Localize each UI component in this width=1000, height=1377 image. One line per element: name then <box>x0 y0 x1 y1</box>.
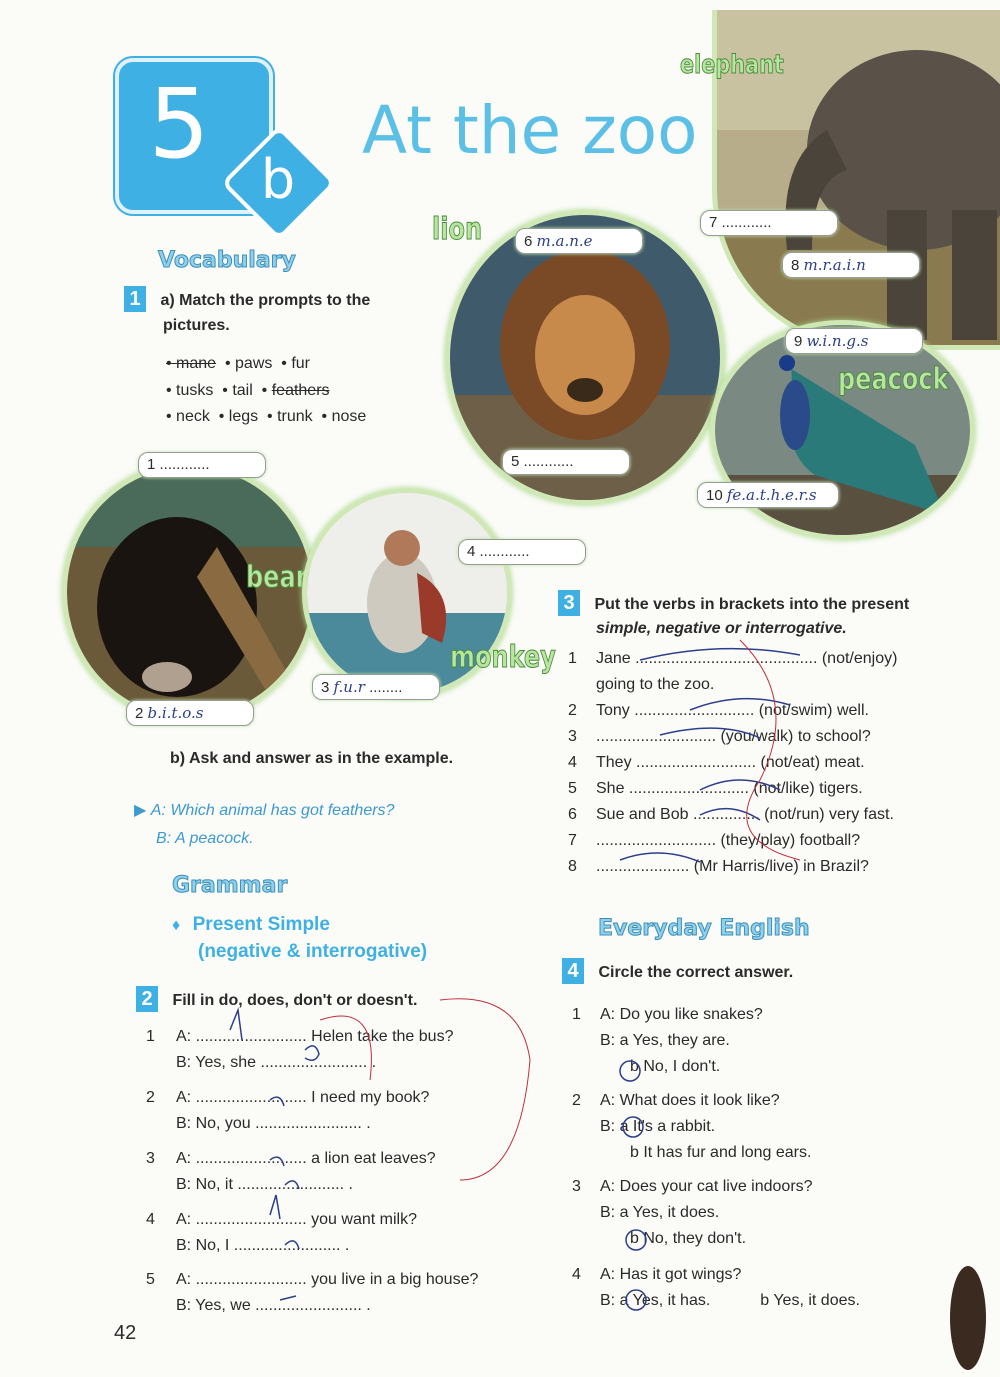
exercise-1-instruction-cont: pictures. <box>163 317 230 334</box>
exercise-2-number: 2 <box>136 986 158 1012</box>
ex4-question-4: 4 A: Has it got wings? B: a Yes, it has. b Yes, it does. <box>572 1266 860 1309</box>
exercise-4-number: 4 <box>562 958 584 984</box>
bear-label: bear <box>246 560 308 595</box>
ex3-item-1: 1 Jane ......................................... (not/enjoy) <box>568 650 898 667</box>
exercise-3-number: 3 <box>558 590 580 616</box>
exercise-1-number: 1 <box>124 286 146 312</box>
picture-label-3[interactable]: 3 f.u.r ........ <box>312 674 440 700</box>
ex3-item-7: 7 ........................... (they/play) football? <box>568 832 861 849</box>
picture-label-10[interactable]: 10 fe.a.t.h.e.r.s <box>697 482 839 508</box>
prompts-row-1: • mane • paws • fur <box>166 355 310 372</box>
example-b: B: A peacock. <box>156 830 254 847</box>
picture-label-8[interactable]: 8 m.r.a.i.n <box>782 252 920 278</box>
ex2-item-3: 3 A: ......................... a lion eat leaves? B: No, it ........................ . <box>146 1150 436 1193</box>
ex2-item-4: 4 A: ......................... you want milk? B: No, I ........................ . <box>146 1211 417 1254</box>
ex3-item-4: 4 They ........................... (not/eat) meat. <box>568 754 865 771</box>
picture-label-7[interactable]: 7 ............ <box>700 210 838 236</box>
ex4-question-3: 3 A: Does your cat live indoors? B: a Yes, it does. b No, they don't. <box>572 1178 813 1247</box>
picture-label-1[interactable]: 1 ............ <box>138 452 266 478</box>
grammar-heading: Grammar <box>172 873 288 898</box>
ex2-item-1: 1 A: ......................... Helen take the bus? B: Yes, she ........................ . <box>146 1028 454 1071</box>
peacock-label: peacock <box>838 362 949 397</box>
unit-letter: b <box>260 148 296 211</box>
ex3-item-2: 2 Tony ........................... (not/swim) well. <box>568 702 869 719</box>
ex3-item-8: 8 ..................... (Mr Harris/live) in Brazil? <box>568 858 869 875</box>
elephant-label: elephant <box>680 50 784 80</box>
ex3-item-3: 3 ........................... (you/walk) to school? <box>568 728 871 745</box>
lion-label: lion <box>432 212 483 247</box>
prompts-row-2: • tusks • tail • feathers <box>166 382 330 399</box>
ex4-question-2: 2 A: What does it look like? B: a It's a rabbit. b It has fur and long ears. <box>572 1092 812 1161</box>
unit-number: 5 <box>148 68 210 180</box>
grammar-topic-2: (negative & interrogative) <box>198 941 428 962</box>
ex2-item-5: 5 A: ......................... you live in a big house? B: Yes, we ........................ . <box>146 1271 479 1314</box>
exercise-1b-instruction: b) Ask and answer as in the example. <box>170 750 454 767</box>
ex2-item-2: 2 A: ......................... I need my book? B: No, you ........................ . <box>146 1089 430 1132</box>
ex3-item-1-cont: going to the zoo. <box>596 676 715 693</box>
ex3-item-6: 6 Sue and Bob ............... (not/run) very fast. <box>568 806 894 823</box>
picture-label-9[interactable]: 9 w.i.n.g.s <box>785 328 923 354</box>
exercise-2-instruction: Fill in do, does, don't or doesn't. <box>172 992 418 1009</box>
grammar-topic: ♦ Present Simple <box>172 914 330 935</box>
exercise-3-instruction: Put the verbs in brackets into the present <box>594 596 910 613</box>
everyday-english-heading: Everyday English <box>598 916 810 941</box>
picture-label-4[interactable]: 4 ............ <box>458 539 586 565</box>
ex4-question-1: 1 A: Do you like snakes? B: a Yes, they are. b No, I don't. <box>572 1006 763 1075</box>
picture-label-6[interactable]: 6 m.a.n.e <box>515 228 643 254</box>
vocabulary-heading: Vocabulary <box>158 248 296 273</box>
page-number: 42 <box>114 1322 137 1344</box>
exercise-3-instruction-cont: simple, negative or interrogative. <box>596 620 847 637</box>
ex3-item-5: 5 She ........................... (not/like) tigers. <box>568 780 863 797</box>
exercise-4-instruction: Circle the correct answer. <box>598 964 794 981</box>
picture-label-2[interactable]: 2 b.i.t.o.s <box>126 700 254 726</box>
page-title: At the zoo <box>362 92 698 169</box>
picture-label-5[interactable]: 5 ............ <box>502 449 630 475</box>
monkey-label: monkey <box>450 640 556 675</box>
prompts-row-3: • neck • legs • trunk • nose <box>166 408 367 425</box>
example-a: ▶ A: Which animal has got feathers? <box>134 802 395 819</box>
exercise-1-instruction: a) Match the prompts to the <box>160 292 371 309</box>
